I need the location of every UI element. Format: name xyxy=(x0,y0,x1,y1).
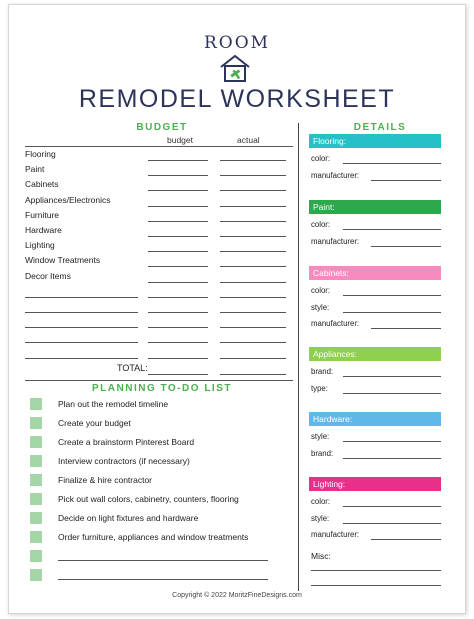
details-field-label: brand: xyxy=(311,448,334,458)
budget-row xyxy=(25,286,293,301)
todo-checkbox[interactable] xyxy=(30,398,42,410)
todo-checkbox[interactable] xyxy=(30,550,42,562)
details-field xyxy=(311,432,441,446)
todo-checkbox[interactable] xyxy=(30,569,42,581)
todo-heading: PLANNING TO-DO LIST xyxy=(92,383,232,394)
budget-row xyxy=(25,179,293,194)
budget-item-label: Lighting xyxy=(25,240,55,251)
details-category-bar: Hardware: xyxy=(309,412,441,426)
details-field xyxy=(311,286,441,300)
copyright-text: Copyright © 2022 MoritzFineDesigns.com xyxy=(172,592,302,599)
budget-amount-line[interactable] xyxy=(148,221,208,222)
todo-item xyxy=(25,436,293,452)
todo-item-text: Decide on light fixtures and hardware xyxy=(58,513,199,523)
details-field-line[interactable] xyxy=(343,393,441,394)
todo-item-text: Pick out wall colors, cabinetry, counters, flooring xyxy=(58,494,239,504)
budget-item-label: Decor Items xyxy=(25,270,71,281)
details-category-bar: Paint: xyxy=(309,200,441,214)
misc-label: Misc: xyxy=(311,551,331,561)
budget-item-blank-line[interactable] xyxy=(25,342,138,343)
todo-checkbox[interactable] xyxy=(30,455,42,467)
total-actual-line[interactable] xyxy=(220,374,286,375)
actual-amount-line[interactable] xyxy=(220,190,286,191)
budget-amount-line[interactable] xyxy=(148,342,208,343)
budget-row xyxy=(25,195,293,210)
details-field-label: manufacturer: xyxy=(311,319,360,328)
actual-amount-line[interactable] xyxy=(220,160,286,161)
todo-item-text: Create a brainstorm Pinterest Board xyxy=(58,437,195,447)
budget-amount-line[interactable] xyxy=(148,266,208,267)
budget-item-label: Flooring xyxy=(25,149,56,159)
details-field-line[interactable] xyxy=(343,229,441,230)
details-field xyxy=(311,319,441,333)
budget-item-label: Window Treatments xyxy=(25,255,101,266)
details-field-label: style: xyxy=(311,302,330,312)
budget-amount-line[interactable] xyxy=(148,251,208,252)
budget-amount-line[interactable] xyxy=(148,190,208,191)
details-field-label: brand: xyxy=(311,367,334,376)
todo-item-text: Finalize & hire contractor xyxy=(58,475,153,485)
todo-item-text: Plan out the remodel timeline xyxy=(58,399,169,409)
budget-row xyxy=(25,210,293,225)
actual-amount-line[interactable] xyxy=(220,358,286,359)
details-field-label: type: xyxy=(311,383,328,393)
details-field xyxy=(311,530,441,544)
details-field-label: manufacturer: xyxy=(311,236,360,246)
details-field-line[interactable] xyxy=(343,163,441,164)
budget-row xyxy=(25,331,293,346)
todo-item xyxy=(25,398,293,414)
todo-blank-line[interactable] xyxy=(58,579,268,580)
todo-blank-line[interactable] xyxy=(58,560,268,561)
budget-amount-line[interactable] xyxy=(148,282,208,283)
details-field xyxy=(311,154,441,168)
budget-total-row xyxy=(25,363,293,378)
budget-item-label: Paint xyxy=(25,164,45,175)
budget-amount-line[interactable] xyxy=(148,358,208,359)
budget-item-label: Hardware xyxy=(25,225,62,235)
todo-item xyxy=(25,550,293,566)
house-hammer-icon xyxy=(215,53,255,83)
budget-item-label: Appliances/Electronics xyxy=(25,194,111,205)
actual-amount-line[interactable] xyxy=(220,251,286,252)
details-field-line[interactable] xyxy=(343,376,441,377)
details-heading: DETAILS xyxy=(353,122,407,133)
actual-amount-line[interactable] xyxy=(220,221,286,222)
actual-amount-line[interactable] xyxy=(220,327,286,328)
budget-item-blank-line[interactable] xyxy=(25,358,138,359)
details-field-line[interactable] xyxy=(343,458,441,459)
details-field xyxy=(311,497,441,511)
todo-item xyxy=(25,417,293,433)
todo-checkbox[interactable] xyxy=(30,512,42,524)
todo-item-text: Create your budget xyxy=(58,418,131,428)
details-category-bar: Cabinets: xyxy=(309,266,441,280)
budget-amount-line[interactable] xyxy=(148,175,208,176)
budget-heading: BUDGET xyxy=(136,122,188,133)
details-field-label: color: xyxy=(311,286,331,295)
todo-checkbox[interactable] xyxy=(30,531,42,543)
details-field-label: color: xyxy=(311,220,331,229)
details-field xyxy=(311,171,441,185)
details-field xyxy=(311,237,441,251)
details-field-label: color: xyxy=(311,154,331,163)
actual-amount-line[interactable] xyxy=(220,236,286,237)
details-field-line[interactable] xyxy=(371,180,441,181)
details-field-line[interactable] xyxy=(343,441,441,442)
actual-amount-line[interactable] xyxy=(220,282,286,283)
budget-amount-line[interactable] xyxy=(148,312,208,313)
details-field xyxy=(311,514,441,528)
todo-checkbox[interactable] xyxy=(30,493,42,505)
actual-column-header: actual xyxy=(237,135,260,145)
todo-item-text: Order furniture, appliances and window treatments xyxy=(58,532,249,542)
title-remodel-worksheet: REMODEL WORKSHEET xyxy=(78,85,396,113)
details-field-label: style: xyxy=(311,513,330,523)
budget-row xyxy=(25,316,293,331)
budget-row xyxy=(25,149,293,164)
budget-row xyxy=(25,347,293,362)
details-category-bar: Appliances: xyxy=(309,347,441,361)
budget-item-blank-line[interactable] xyxy=(25,327,138,328)
details-field-label: style: xyxy=(311,432,330,441)
details-field-label: manufacturer: xyxy=(311,170,360,180)
worksheet-page xyxy=(8,4,466,614)
budget-amount-line[interactable] xyxy=(148,297,208,298)
todo-item-text: Interview contractors (if necessary) xyxy=(58,456,190,466)
budget-item-label: Cabinets xyxy=(25,179,59,190)
budget-row xyxy=(25,301,293,316)
todo-item xyxy=(25,531,293,547)
actual-amount-line[interactable] xyxy=(220,342,286,343)
budget-item-blank-line[interactable] xyxy=(25,297,138,298)
budget-amount-line[interactable] xyxy=(148,327,208,328)
details-field-label: manufacturer: xyxy=(311,530,360,539)
details-field xyxy=(311,220,441,234)
details-field-line[interactable] xyxy=(371,328,441,329)
todo-item xyxy=(25,512,293,528)
budget-header-rule xyxy=(25,146,293,147)
budget-item-blank-line[interactable] xyxy=(25,312,138,313)
column-divider xyxy=(298,123,299,591)
actual-amount-line[interactable] xyxy=(220,206,286,207)
details-field-line[interactable] xyxy=(371,539,441,540)
todo-checkbox[interactable] xyxy=(30,474,42,486)
details-field xyxy=(311,367,441,381)
actual-amount-line[interactable] xyxy=(220,297,286,298)
todo-item xyxy=(25,569,293,585)
actual-amount-line[interactable] xyxy=(220,266,286,267)
todo-top-rule xyxy=(25,380,293,381)
details-category-bar: Flooring: xyxy=(309,134,441,148)
actual-amount-line[interactable] xyxy=(220,312,286,313)
details-field-line[interactable] xyxy=(343,506,441,507)
misc-line[interactable] xyxy=(311,585,441,586)
budget-amount-line[interactable] xyxy=(148,236,208,237)
details-field-line[interactable] xyxy=(343,523,441,524)
details-field-line[interactable] xyxy=(343,312,441,313)
budget-row xyxy=(25,240,293,255)
budget-item-label: Furniture xyxy=(25,209,60,220)
todo-checkbox[interactable] xyxy=(30,436,42,448)
budget-amount-line[interactable] xyxy=(148,160,208,161)
misc-line[interactable] xyxy=(311,570,441,571)
title-room: ROOM xyxy=(203,33,271,53)
total-budget-line[interactable] xyxy=(148,374,208,375)
budget-column-header: budget xyxy=(167,135,193,145)
todo-item xyxy=(25,455,293,471)
total-label: TOTAL: xyxy=(117,363,148,373)
details-field xyxy=(311,449,441,463)
details-field xyxy=(311,384,441,398)
details-field xyxy=(311,303,441,317)
todo-item xyxy=(25,474,293,490)
budget-row xyxy=(25,255,293,270)
todo-item xyxy=(25,493,293,509)
details-field-label: color: xyxy=(311,497,331,506)
budget-amount-line[interactable] xyxy=(148,206,208,207)
budget-row xyxy=(25,164,293,179)
budget-row xyxy=(25,271,293,286)
actual-amount-line[interactable] xyxy=(220,175,286,176)
details-field-line[interactable] xyxy=(371,246,441,247)
details-field-line[interactable] xyxy=(343,295,441,296)
details-category-bar: Lighting: xyxy=(309,477,441,491)
budget-row xyxy=(25,225,293,240)
todo-checkbox[interactable] xyxy=(30,417,42,429)
